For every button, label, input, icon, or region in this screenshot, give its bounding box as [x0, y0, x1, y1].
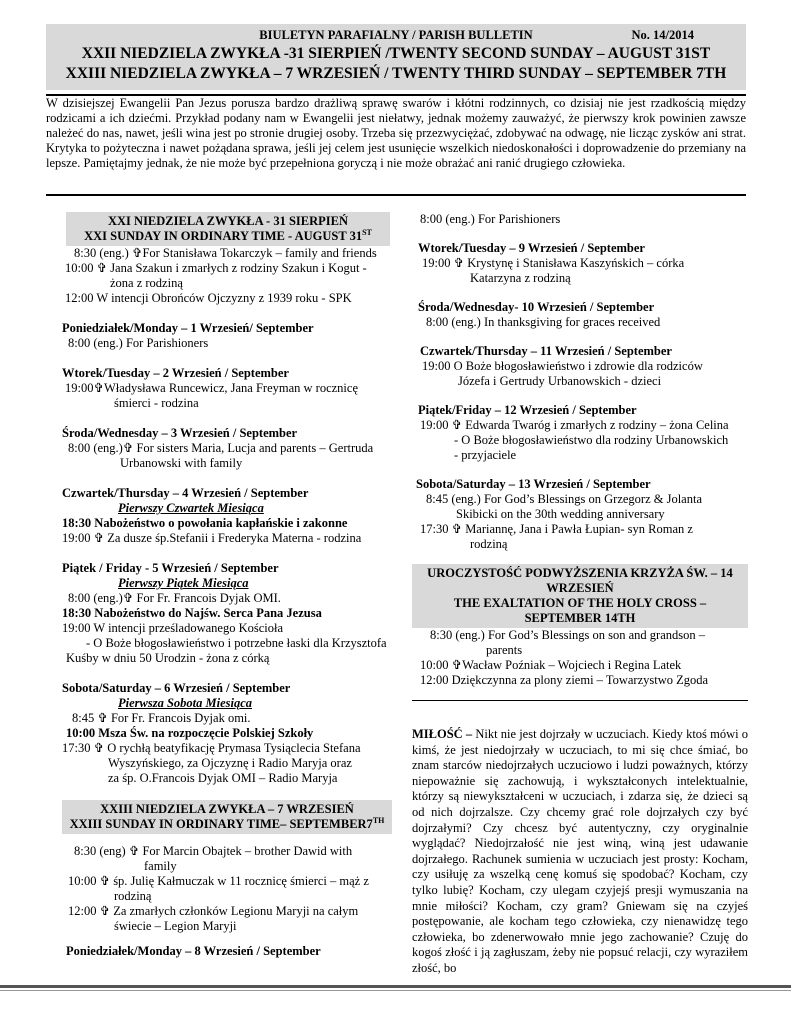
- mass-line: śmierci - rodzina: [114, 396, 199, 410]
- section-title-en: XXIII SUNDAY IN ORDINARY TIME– SEPTEMBER7TH: [69, 815, 385, 831]
- section-title-pl: XXI NIEDZIELA ZWYKŁA - 31 SIERPIEŃ: [108, 214, 348, 228]
- day-heading: Poniedziałek/Monday – 1 Wrzesień/ September: [62, 321, 314, 335]
- mass-line: 8:30 (eng.) For God’s Blessings on son and grandson –: [430, 628, 705, 642]
- mass-line: 8:30 (eng.) ✞For Stanisława Tokarczyk – family and friends: [74, 246, 377, 260]
- day-heading: Sobota/Saturday – 6 Wrzesień / September: [62, 681, 291, 695]
- day-heading: Sobota/Saturday – 13 Wrzesień / September: [416, 477, 651, 491]
- section-title-pl: UROCZYSTOŚĆ PODWYŻSZENIA KRZYŻA ŚW. – 14: [427, 566, 733, 580]
- mass-line: 19:00 W intencji prześladowanego Kościoła: [62, 621, 284, 635]
- bulletin-title: BIULETYN PARAFIALNY / PARISH BULLETIN: [259, 28, 533, 42]
- mass-line: family: [144, 859, 177, 873]
- mass-line: Kuśby w dniu 50 Urodzin - żona z córką: [66, 651, 270, 665]
- mass-line: 12:00 Dziękczynna za plony ziemi – Towarzystwo Zgoda: [420, 673, 709, 687]
- mass-line: - O Boże błogosławieństwo dla rodziny Urbanowskich: [454, 433, 729, 447]
- love-divider: [412, 700, 748, 701]
- mass-line: 8:00 (eng.)✞ For Fr. Francois Dyjak OMI.: [68, 591, 281, 605]
- mass-line: Józefa i Gertrudy Urbanowskich - dzieci: [458, 374, 662, 388]
- mass-line: 12:00 W intencji Obrońców Ojczyzny z 1939 roku - SPK: [65, 291, 352, 305]
- day-heading: Czwartek/Thursday – 4 Wrzesień / September: [62, 486, 309, 500]
- left-column: [62, 212, 392, 959]
- day-heading: Piątek/Friday – 12 Wrzesień / September: [418, 403, 637, 417]
- mass-line: 8:30 (eng) ✞ For Marcin Obajtek – brother Dawid with: [74, 844, 353, 858]
- day-heading: Środa/Wednesday- 10 Wrzesień / September: [418, 300, 655, 314]
- bulletin-number: No. 14/2014: [631, 28, 694, 42]
- day-heading: Wtorek/Tuesday – 9 Wrzesień / September: [418, 241, 645, 255]
- intro-divider: [46, 194, 746, 196]
- mass-line: 10:00 ✞ śp. Julię Kałmuczak w 11 rocznicę śmierci – mąż z: [68, 874, 369, 888]
- mass-line: 8:45 ✞ For Fr. Francois Dyjak omi.: [72, 711, 251, 725]
- mass-line: 18:30 Nabożeństwo do Najśw. Serca Pana Jezusa: [62, 606, 322, 620]
- mass-line: rodziną: [114, 889, 152, 903]
- right-column: [412, 212, 748, 688]
- day-heading: Czwartek/Thursday – 11 Wrzesień / September: [420, 344, 672, 358]
- sunday-title-1: XXII NIEDZIELA ZWYKŁA -31 SIERPIEŃ /TWENTY SECOND SUNDAY – AUGUST 31ST: [81, 45, 711, 62]
- mass-line: 19:00 ✞ Za dusze śp.Stefanii i Frederyka Materna - rodzina: [62, 531, 362, 545]
- mass-line: - przyjaciele: [454, 448, 517, 462]
- day-heading: Wtorek/Tuesday – 2 Wrzesień / September: [62, 366, 289, 380]
- mass-line: 17:30 ✞ O rychłą beatyfikację Prymasa Tysiąclecia Stefana: [62, 741, 361, 755]
- mass-line: rodziną: [470, 537, 508, 551]
- mass-line: Katarzyna z rodziną: [470, 271, 571, 285]
- bottom-rule: [0, 985, 791, 988]
- mass-line: 19:00 O Boże błogosławieństwo i zdrowie dla rodziców: [422, 359, 703, 373]
- day-subheading: Pierwszy Piątek Miesiąca: [118, 576, 249, 590]
- mass-line: Urbanowski with family: [120, 456, 243, 470]
- day-heading: Piątek / Friday - 5 Wrzesień / September: [62, 561, 279, 575]
- section-box-aug31: [66, 212, 390, 246]
- mass-line: 8:00 (eng.) For Parishioners: [68, 336, 209, 350]
- section-title-en: XXI SUNDAY IN ORDINARY TIME - AUGUST 31ST: [84, 227, 372, 243]
- mass-line: Skibicki on the 30th wedding anniversary: [456, 507, 665, 521]
- mass-line: 8:45 (eng.) For God’s Blessings on Grzegorz & Jolanta: [426, 492, 703, 506]
- mass-line: za śp. O.Francois Dyjak OMI – Radio Maryja: [108, 771, 338, 785]
- mass-line: 19:00 ✞ Edwarda Twaróg i zmarłych z rodziny – żona Celina: [420, 418, 729, 432]
- love-text: Nikt nie jest dojrzały w uczuciach. Kiedy ktoś mówi o kimś, że jest niedojrzały w uczuciach, to mi się chce śmiać, bo znam starców niedojrzałych uczuciowo i ludzi poważnych, którzy niepoważnie się zachowują, i wykształconych intelektualnie, którzy są niewykształceni w uczuciach, i zdarza się, że dzieci są od nich dojrzalsze. Czy chcemy grać role dojrzałych czy być dojrzałymi? Czy chcesz być autentyczny, czy oryginalnie wyglądać? Niedojrzałość nie jest winą, winą jest udawanie dojrzałego. Rachunek sumienia w uczuciach jest prosty: Kocham, czy usiłuję za wszelką cenę komuś się spodobać? Kocham, czy tylko lubię? Kocham, czy ulegam czyjejś presji wymuszania na mnie miłości? Kocham, czy gram? Gniewam się na czyjeś postępowanie, ale kocham tego człowieka, czy nienawidzę tego człowieka, bo zdenerwowało mnie jego zachowanie? Czuję do kogoś złość i ją zagłuszam, żeby nie popsuć relacji, czy wyraziłem złość, bo: [412, 727, 749, 975]
- section-title-en: SEPTEMBER 14TH: [524, 611, 636, 625]
- mass-line: 8:00 (eng.) In thanksgiving for graces received: [426, 315, 661, 329]
- mass-line: 10:00 ✞ Jana Szakun i zmarłych z rodziny Szakun i Kogut -: [65, 261, 367, 275]
- mass-line: 19:00✞Władysława Runcewicz, Jana Freyman w rocznicę: [65, 381, 359, 395]
- bottom-rule-thin: [0, 990, 791, 991]
- day-subheading: Pierwsza Sobota Miesiąca: [118, 696, 253, 710]
- mass-line: 10:00 ✞Wacław Poźniak – Wojciech i Regina Latek: [420, 658, 682, 672]
- mass-line: 8:00 (eng.) For Parishioners: [420, 212, 561, 226]
- mass-line: 12:00 ✞ Za zmarłych członków Legionu Maryji na całym: [68, 904, 359, 918]
- mass-line: parents: [486, 643, 523, 657]
- day-subheading: Pierwszy Czwartek Miesiąca: [118, 501, 264, 515]
- bulletin-header: [46, 24, 746, 90]
- love-article: [412, 727, 748, 977]
- mass-line: 18:30 Nabożeństwo o powołania kapłańskie i zakonne: [62, 516, 348, 530]
- mass-line: 8:00 (eng.)✞ For sisters Maria, Lucja and parents – Gertruda: [68, 441, 374, 455]
- day-heading: Poniedziałek/Monday – 8 Wrzesień / September: [66, 944, 321, 958]
- mass-line: żona z rodziną: [110, 276, 183, 290]
- section-title-en: THE EXALTATION OF THE HOLY CROSS –: [453, 596, 707, 610]
- section-title-pl: XXIII NIEDZIELA ZWYKŁA – 7 WRZESIEŃ: [100, 802, 354, 816]
- intro-paragraph: W dzisiejszej Ewangelii Pan Jezus porusza bardzo drażliwą sprawę swarów i kłótni rodzinnych, co dzisiaj nie jest rzadkością między rodzicami a ich dziećmi. Przykład podany nam w Ewangelii jest niełatwy, jednak możemy zauważyć, że pierwszy krok powinien zawsze należeć do nas, nawet, jeśli wina jest po stronie drugiej osoby. Trzeba się przezwyciężać, zdobywać na odwagę, nie licząc zysków ani strat. Krytyka to pożyteczna i nawet pożądana sprawa, jeśli jej celem jest usunięcie wszelkich niedoskonałości i doprowadzenie do przemiany na lepsze. Pamiętajmy jednak, że nie może być przepełniona goryczą i nie może obrażać ani ranić drugiego człowieka.: [46, 96, 746, 170]
- section-box-holy-cross: [412, 564, 748, 628]
- sunday-title-2: XXIII NIEDZIELA ZWYKŁA – 7 WRZESIEŃ / TWENTY THIRD SUNDAY – SEPTEMBER 7TH: [65, 65, 727, 82]
- mass-line: 10:00 Msza Św. na rozpoczęcie Polskiej Szkoły: [66, 726, 314, 740]
- mass-line: 17:30 ✞ Mariannę, Jana i Pawła Łupian- syn Roman z: [420, 522, 693, 536]
- section-title-pl: WRZESIEŃ: [546, 581, 614, 595]
- mass-line: świecie – Legion Maryji: [114, 919, 237, 933]
- love-title: MIŁOŚĆ –: [412, 727, 473, 741]
- mass-line: Wyszyńskiego, za Ojczyznę i Radio Maryja oraz: [108, 756, 352, 770]
- mass-line: - O Boże błogosławieństwo i potrzebne łaski dla Krzysztofa: [86, 636, 387, 650]
- section-box-sep7: [62, 800, 392, 834]
- mass-line: 19:00 ✞ Krystynę i Stanisława Kaszyńskich – córka: [422, 256, 685, 270]
- day-heading: Środa/Wednesday – 3 Wrzesień / September: [62, 426, 298, 440]
